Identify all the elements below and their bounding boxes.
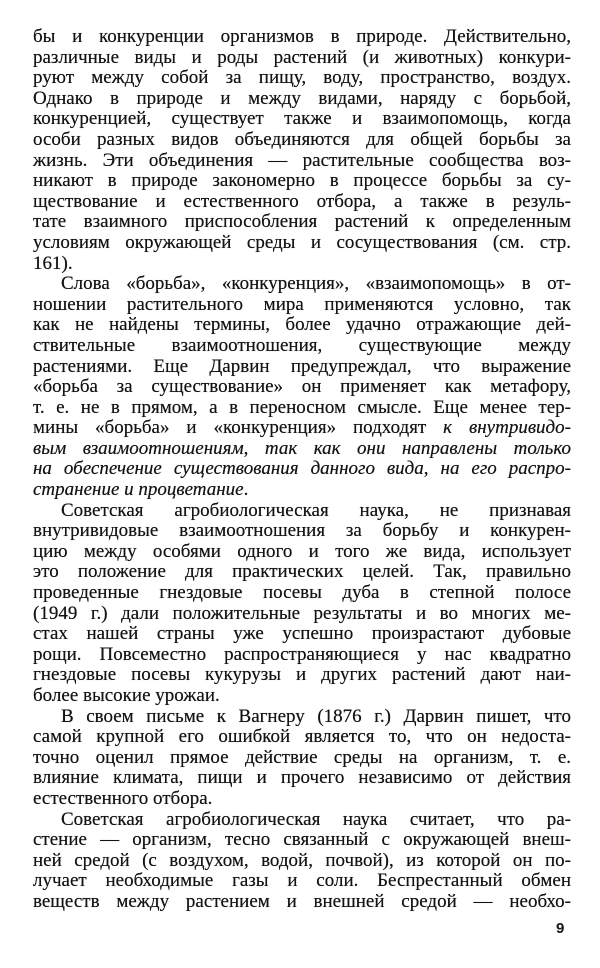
text-line — [33, 89, 571, 110]
paragraph — [33, 27, 571, 274]
text: , — [243, 437, 265, 459]
text: ношении растительного мира применяются условно, так — [33, 293, 571, 315]
text-line — [33, 48, 571, 69]
text-line — [33, 171, 571, 192]
text-line — [33, 624, 571, 645]
text: проведенные гнездовые посевы дуба в степной полосе — [33, 582, 571, 604]
italic-text: к внутривидо- — [443, 417, 572, 439]
text: ствительные взаимоотношения, существующие между — [33, 334, 571, 356]
text: рощи. Повсеместно распространяющиеся у нас квадратно — [33, 643, 571, 665]
text: это положение для практических целей. Так, правильно — [33, 561, 571, 583]
text-line — [33, 871, 571, 892]
text-line — [33, 768, 571, 789]
paragraph — [33, 810, 571, 913]
text: Советская агробиологическая наука считает, что ра- — [61, 808, 571, 830]
text: (1949 г.) дали положительные результаты и во многих ме- — [33, 602, 571, 624]
text-line — [33, 336, 571, 357]
text-line — [33, 521, 571, 542]
text: точно оценил прямое действие среды на организм, т. е. — [33, 746, 571, 768]
text-line — [33, 192, 571, 213]
text-line — [33, 315, 571, 336]
text-line — [33, 212, 571, 233]
text-line — [33, 151, 571, 172]
paragraph — [33, 274, 571, 501]
text-line — [33, 583, 571, 604]
text-line — [33, 727, 571, 748]
text: Однако в природе и между видами, наряду с борьбой, — [33, 87, 571, 109]
text-line — [33, 130, 571, 151]
text-line — [33, 274, 571, 295]
text-line — [33, 892, 571, 913]
text: стах нашей страны уже успешно произрастают дубовые — [33, 623, 571, 645]
text-line — [33, 851, 571, 872]
text-line — [33, 748, 571, 769]
text: как не найдены термины, более удачно отражающие дей- — [33, 314, 571, 336]
text: особи разных видов объединяются для общей борьбы за — [33, 128, 571, 150]
text: тате взаимного приспособления растений к определенным — [33, 211, 571, 233]
text: более высокие урожаи. — [33, 685, 220, 706]
text-line — [33, 418, 571, 439]
text: . — [243, 479, 249, 501]
text: В своем письме к Вагнеру (1876 г.) Дарвин пишет, что — [61, 705, 571, 727]
italic-text: так как они направлены только — [264, 437, 571, 459]
text-line — [33, 398, 571, 419]
text-line — [33, 27, 571, 48]
page-body-text — [33, 27, 571, 913]
text-line — [33, 789, 571, 810]
text: , — [423, 458, 441, 480]
text-line — [33, 501, 571, 522]
text: ней средой (с воздухом, водой, почвой), из которой он по- — [33, 849, 571, 871]
italic-text: на обеспечение существования данного вида — [33, 458, 424, 480]
text-line — [33, 357, 571, 378]
text-line — [33, 233, 571, 254]
text: различные виды и роды растений (и животных) конкури- — [33, 46, 571, 68]
text-line — [33, 686, 571, 707]
text: естественного отбора. — [33, 787, 213, 809]
text: Слова «борьба», «конкуренция», «взаимопомощь» в от- — [61, 273, 571, 295]
text: лучает необходимые газы и соли. Беспрестанный обмен — [33, 870, 571, 892]
paragraph — [33, 501, 571, 707]
text: конкуренцией, существует также и взаимопомощь, когда — [33, 108, 571, 130]
text: Советская агробиологическая наука, не признавая — [61, 499, 571, 521]
text-line — [33, 542, 571, 563]
text-line — [33, 645, 571, 666]
text-line — [33, 295, 571, 316]
text: стение — организм, тесно связанный с окружающей внеш- — [33, 829, 571, 851]
text-line — [33, 562, 571, 583]
text: т. е. не в прямом, а в переносном смысле. Еще менее тер- — [33, 396, 571, 418]
text: самой крупной его ошибкой является то, что он недоста- — [33, 726, 571, 748]
page-number: 9 — [556, 920, 565, 937]
text: внутривидовые взаимоотношения за борьбу и конкурен- — [33, 520, 571, 542]
text: веществ между растением и внешней средой — необхо- — [33, 890, 571, 912]
text-line — [33, 459, 571, 480]
text: бы и конкуренции организмов в природе. Действительно, — [33, 26, 571, 47]
text: растениями. Еще Дарвин предупреждал, что выражение — [33, 355, 571, 377]
text-line — [33, 254, 571, 275]
text-line — [33, 68, 571, 89]
text: ществование и естественного отбора, а также в резуль- — [33, 190, 571, 212]
text-line — [33, 810, 571, 831]
paragraph — [33, 707, 571, 810]
italic-text: вым взаимоотношениям — [33, 437, 244, 459]
italic-text: странение и процветание — [33, 479, 244, 501]
italic-text: на его распро- — [440, 458, 571, 480]
text: никают в природе закономерно в процессе борьбы за су- — [33, 170, 571, 192]
text: условиям окружающей среды и сосуществования (см. стр. — [33, 231, 571, 253]
text: влияние климата, пищи и прочего независимо от действия — [33, 767, 571, 789]
text: цию между особями одного и того же вида, использует — [33, 540, 571, 562]
text: мины «борьба» и «конкуренция» подходят — [33, 417, 444, 439]
text-line — [33, 109, 571, 130]
text-line — [33, 665, 571, 686]
text-line — [33, 830, 571, 851]
text: гнездовые посевы кукурузы и других растений дают наи- — [33, 664, 571, 686]
text-line — [33, 604, 571, 625]
text-line — [33, 377, 571, 398]
text-line — [33, 439, 571, 460]
text: 161). — [33, 252, 73, 274]
text: руют между собой за пищу, воду, пространство, воздух. — [33, 67, 571, 89]
text-line — [33, 480, 571, 501]
text: жизнь. Эти объединения — растительные сообщества воз- — [33, 149, 571, 171]
text-line — [33, 707, 571, 728]
text: «борьба за существование» он применяет как метафору, — [33, 376, 571, 398]
